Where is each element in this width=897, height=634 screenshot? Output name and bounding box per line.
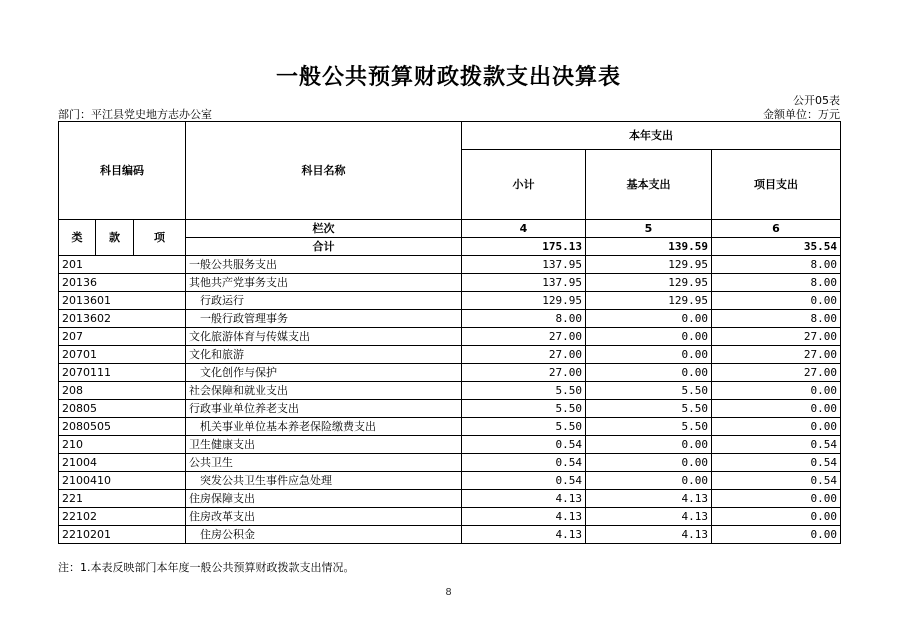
table-row xyxy=(59,364,841,382)
row-code: 20701 xyxy=(59,346,186,364)
row-project: 8.00 xyxy=(712,310,841,328)
row-subtotal: 137.95 xyxy=(462,256,586,274)
total-label: 合计 xyxy=(186,238,462,256)
row-code: 21004 xyxy=(59,454,186,472)
table-row xyxy=(59,472,841,490)
table-row xyxy=(59,256,841,274)
table-row xyxy=(59,328,841,346)
row-code: 2070111 xyxy=(59,364,186,382)
row-code: 22102 xyxy=(59,508,186,526)
row-basic: 0.00 xyxy=(586,328,712,346)
header-code-group: 科目编码 xyxy=(59,122,186,220)
row-code: 2013601 xyxy=(59,292,186,310)
column-index-5: 5 xyxy=(586,220,712,238)
total-project: 35.54 xyxy=(712,238,841,256)
column-index-4: 4 xyxy=(462,220,586,238)
row-subtotal: 5.50 xyxy=(462,382,586,400)
table-row xyxy=(59,490,841,508)
row-code: 2210201 xyxy=(59,526,186,544)
footnote: 注：1.本表反映部门本年度一般公共预算财政拨款支出情况。 xyxy=(58,561,355,574)
row-name: 住房公积金 xyxy=(186,526,462,544)
row-basic: 0.00 xyxy=(586,472,712,490)
row-basic: 129.95 xyxy=(586,274,712,292)
row-name: 其他共产党事务支出 xyxy=(186,274,462,292)
row-project: 0.00 xyxy=(712,490,841,508)
row-code: 208 xyxy=(59,382,186,400)
row-basic: 5.50 xyxy=(586,400,712,418)
header-current-year: 本年支出 xyxy=(462,122,841,150)
row-name: 机关事业单位基本养老保险缴费支出 xyxy=(186,418,462,436)
row-basic: 129.95 xyxy=(586,292,712,310)
table-row xyxy=(59,400,841,418)
table-row xyxy=(59,292,841,310)
table-row xyxy=(59,274,841,292)
row-project: 0.54 xyxy=(712,436,841,454)
header-basic: 基本支出 xyxy=(586,150,712,220)
row-basic: 4.13 xyxy=(586,490,712,508)
row-basic: 4.13 xyxy=(586,508,712,526)
row-project: 27.00 xyxy=(712,346,841,364)
row-name: 行政运行 xyxy=(186,292,462,310)
row-project: 8.00 xyxy=(712,274,841,292)
row-project: 27.00 xyxy=(712,364,841,382)
row-subtotal: 5.50 xyxy=(462,418,586,436)
row-project: 0.54 xyxy=(712,454,841,472)
row-project: 0.00 xyxy=(712,418,841,436)
row-name: 一般行政管理事务 xyxy=(186,310,462,328)
column-index-label: 栏次 xyxy=(186,220,462,238)
department-label: 部门：平江县党史地方志办公室 xyxy=(58,108,212,121)
row-project: 0.00 xyxy=(712,508,841,526)
row-project: 0.00 xyxy=(712,526,841,544)
table-row xyxy=(59,436,841,454)
row-subtotal: 27.00 xyxy=(462,364,586,382)
row-subtotal: 27.00 xyxy=(462,328,586,346)
row-basic: 4.13 xyxy=(586,526,712,544)
row-code: 221 xyxy=(59,490,186,508)
row-name: 文化和旅游 xyxy=(186,346,462,364)
header-project: 项目支出 xyxy=(712,150,841,220)
table-row xyxy=(59,382,841,400)
column-index-6: 6 xyxy=(712,220,841,238)
row-name: 住房保障支出 xyxy=(186,490,462,508)
row-code: 2013602 xyxy=(59,310,186,328)
row-subtotal: 0.54 xyxy=(462,472,586,490)
header-lei: 类 xyxy=(59,220,96,256)
table-row xyxy=(59,526,841,544)
row-code: 201 xyxy=(59,256,186,274)
unit-label: 金额单位：万元 xyxy=(763,108,840,121)
row-name: 卫生健康支出 xyxy=(186,436,462,454)
table-row xyxy=(59,310,841,328)
row-name: 住房改革支出 xyxy=(186,508,462,526)
table-row xyxy=(59,508,841,526)
row-basic: 5.50 xyxy=(586,382,712,400)
total-basic: 139.59 xyxy=(586,238,712,256)
row-name: 公共卫生 xyxy=(186,454,462,472)
row-basic: 129.95 xyxy=(586,256,712,274)
budget-table xyxy=(58,121,841,544)
row-name: 文化旅游体育与传媒支出 xyxy=(186,328,462,346)
row-basic: 0.00 xyxy=(586,436,712,454)
page-number: 8 xyxy=(445,587,452,598)
row-code: 2100410 xyxy=(59,472,186,490)
row-basic: 0.00 xyxy=(586,364,712,382)
row-code: 207 xyxy=(59,328,186,346)
row-subtotal: 4.13 xyxy=(462,508,586,526)
row-name: 一般公共服务支出 xyxy=(186,256,462,274)
header-xiang: 项 xyxy=(134,220,186,256)
row-code: 2080505 xyxy=(59,418,186,436)
table-row xyxy=(59,454,841,472)
row-basic: 5.50 xyxy=(586,418,712,436)
row-subtotal: 5.50 xyxy=(462,400,586,418)
total-subtotal: 175.13 xyxy=(462,238,586,256)
row-code: 20805 xyxy=(59,400,186,418)
row-basic: 0.00 xyxy=(586,454,712,472)
row-subtotal: 27.00 xyxy=(462,346,586,364)
row-project: 27.00 xyxy=(712,328,841,346)
row-subtotal: 137.95 xyxy=(462,274,586,292)
header-subtotal: 小计 xyxy=(462,150,586,220)
row-project: 0.00 xyxy=(712,382,841,400)
row-code: 20136 xyxy=(59,274,186,292)
table-row xyxy=(59,346,841,364)
row-basic: 0.00 xyxy=(586,346,712,364)
row-name: 社会保障和就业支出 xyxy=(186,382,462,400)
row-subtotal: 0.54 xyxy=(462,454,586,472)
row-code: 210 xyxy=(59,436,186,454)
row-subtotal: 0.54 xyxy=(462,436,586,454)
row-subtotal: 4.13 xyxy=(462,526,586,544)
row-project: 8.00 xyxy=(712,256,841,274)
row-basic: 0.00 xyxy=(586,310,712,328)
page-title: 一般公共预算财政拨款支出决算表 xyxy=(275,65,621,90)
table-row xyxy=(59,418,841,436)
header-kuan: 款 xyxy=(96,220,134,256)
header-name: 科目名称 xyxy=(186,122,462,220)
row-project: 0.00 xyxy=(712,292,841,310)
row-name: 行政事业单位养老支出 xyxy=(186,400,462,418)
form-number: 公开05表 xyxy=(793,94,840,107)
row-subtotal: 129.95 xyxy=(462,292,586,310)
row-name: 文化创作与保护 xyxy=(186,364,462,382)
row-project: 0.00 xyxy=(712,400,841,418)
row-subtotal: 4.13 xyxy=(462,490,586,508)
row-project: 0.54 xyxy=(712,472,841,490)
row-subtotal: 8.00 xyxy=(462,310,586,328)
row-name: 突发公共卫生事件应急处理 xyxy=(186,472,462,490)
